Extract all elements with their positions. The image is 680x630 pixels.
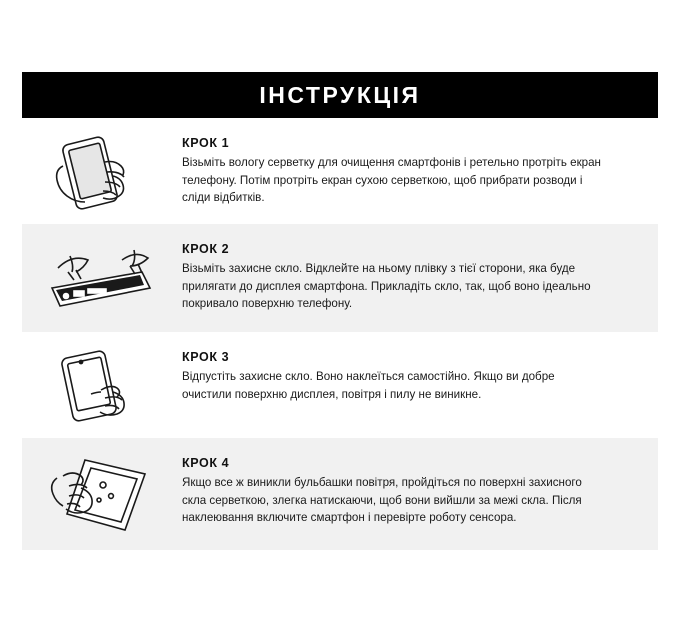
bottom-spacer (22, 550, 658, 604)
step-title-1: КРОК 1 (182, 136, 230, 150)
step-text-2: Візьміть захисне скло. Відклейте на ньому плівку з тієї сторони, яка буде прилягати до дисплея смартфона. Прикладіть скло, так, щоб воно ідеально покривало поверхню телефону. (182, 262, 591, 311)
wiping-bubbles-icon (28, 450, 178, 538)
page-title: ІНСТРУКЦІЯ (259, 81, 421, 108)
finger-pressing-glass-icon (28, 344, 178, 426)
step-text-4: Якщо все ж виникли бульбашки повітря, пройдіться по поверхні захисного скла серветкою, злегка натискаючи, щоб вони вийшли за межі скла. Після наклеювання включите смартфон і перевірте роботу сенсора. (182, 476, 582, 525)
step-body-4 (178, 450, 648, 527)
step-title-3: КРОК 3 (182, 350, 230, 364)
hand-wiping-phone-icon (28, 130, 178, 212)
step-title-2: КРОК 2 (182, 242, 230, 256)
steps-list (22, 118, 658, 550)
step-item-2 (22, 224, 658, 332)
step-body-1 (178, 130, 648, 207)
peeling-film-from-glass-icon (28, 236, 178, 320)
step-text-3: Відпустіть захисне скло. Воно наклеїться самостійно. Якщо ви добре очистили поверхню дисплея, повітря і пилу не виникне. (182, 370, 555, 401)
step-title-4: КРОК 4 (182, 456, 230, 470)
top-spacer (22, 0, 658, 72)
step-body-3 (178, 344, 648, 403)
step-body-2 (178, 236, 648, 313)
step-item-3 (22, 332, 658, 438)
step-text-1: Візьміть вологу серветку для очищення смартфонів і ретельно протріть екран телефону. Потім протріть екран сухою серветкою, щоб прибрати розводи і сліди відбитків. (182, 156, 601, 205)
header-bar (22, 72, 658, 118)
step-item-1 (22, 118, 658, 224)
step-item-4 (22, 438, 658, 550)
